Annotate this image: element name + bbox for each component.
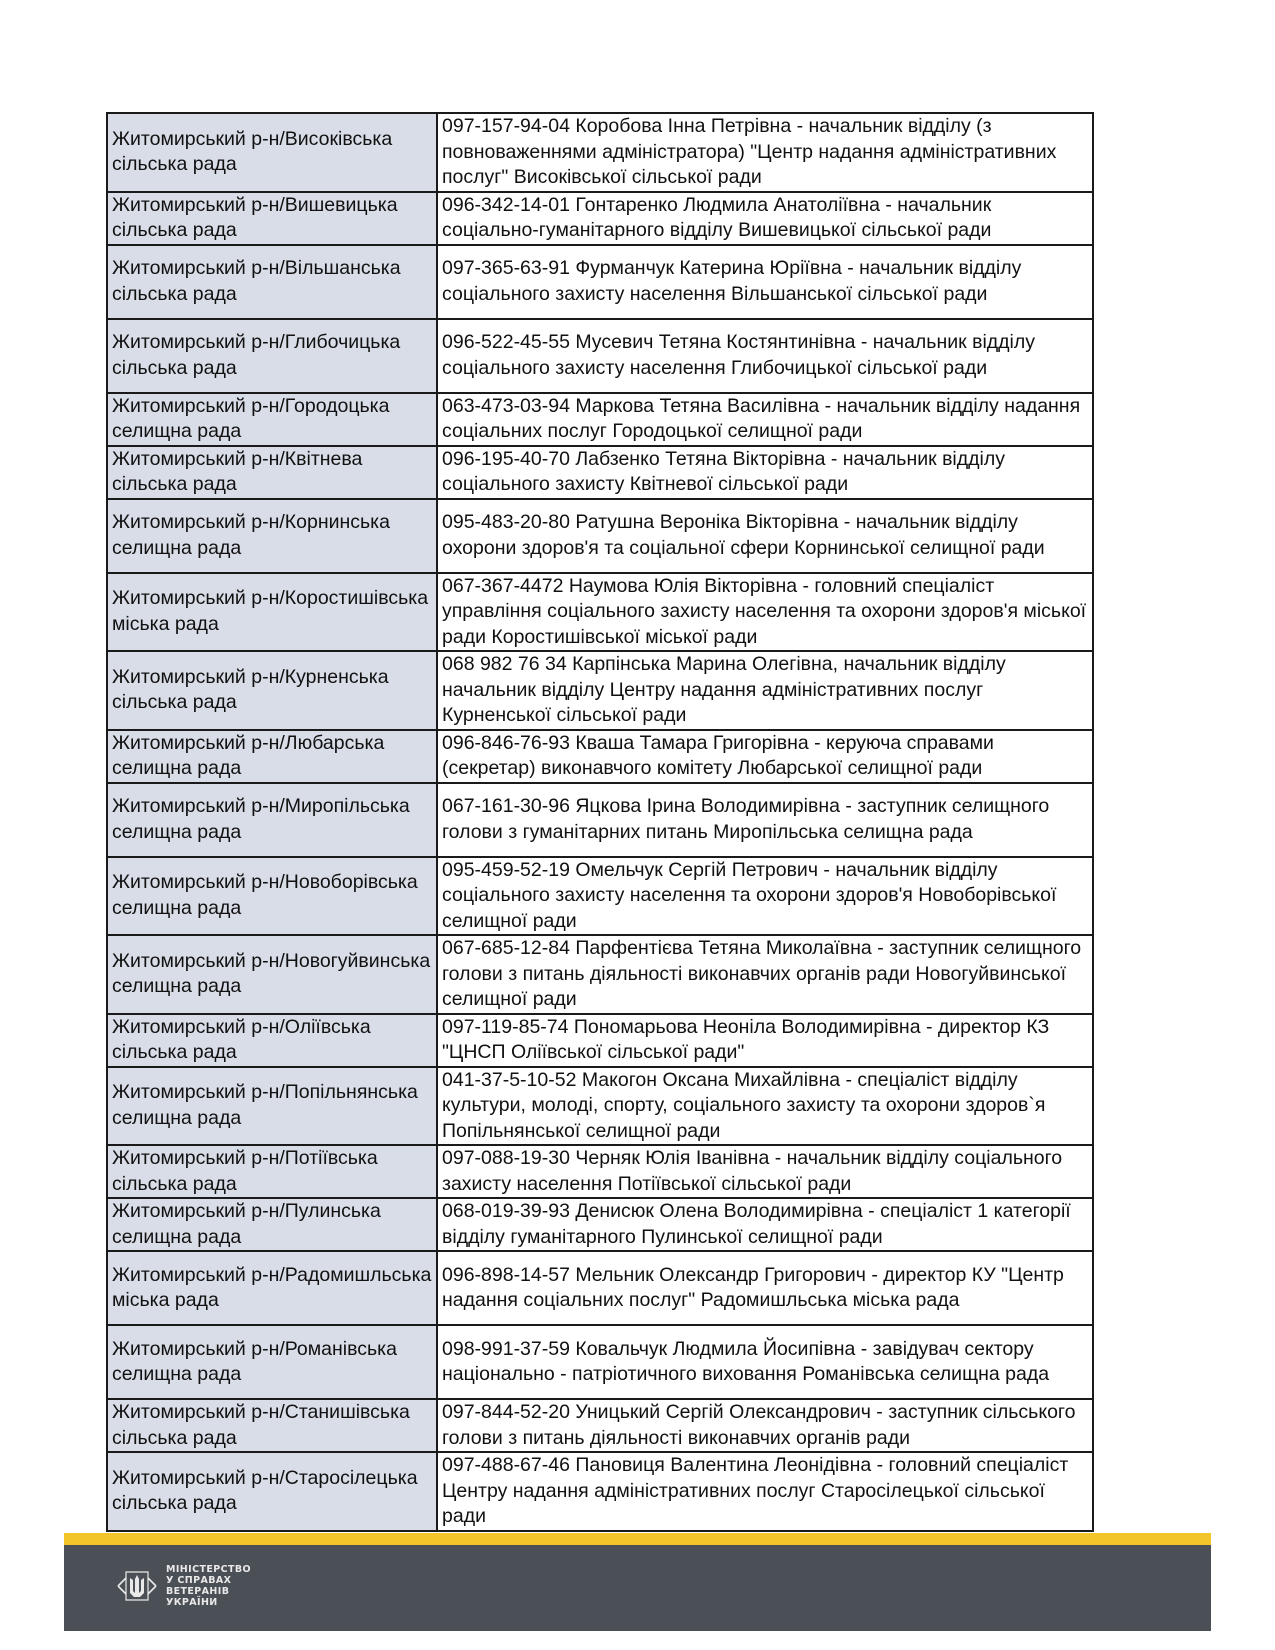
table-row: [107, 1198, 1093, 1251]
contact-cell: 096-342-14-01 Гонтаренко Людмила Анатоліївна - начальник соціально-гуманітарного відділу Вишевицької сільської ради: [437, 192, 1093, 245]
contact-cell: 067-685-12-84 Парфентієва Тетяна Миколаївна - заступник селищного голови з питань діяльності виконавчих органів ради Новогуйвинської селищної ради: [437, 935, 1093, 1014]
contact-cell: 097-119-85-74 Пономарьова Неоніла Володимирівна - директор КЗ "ЦНСП Оліївської сільської ради": [437, 1014, 1093, 1067]
contact-cell: 067-161-30-96 Яцкова Ірина Володимирівна - заступник селищного голови з гуманітарних питань Миропільська селищна рада: [437, 783, 1093, 857]
contact-cell: 063-473-03-94 Маркова Тетяна Василівна - начальник відділу надання соціальних послуг Городоцької селищної ради: [437, 393, 1093, 446]
area-cell: Житомирський р-н/Новоборівська селищна рада: [107, 857, 437, 936]
area-cell: Житомирський р-н/Курненська сільська рада: [107, 651, 437, 730]
table-row: [107, 573, 1093, 652]
contact-cell: 097-088-19-30 Черняк Юлія Іванівна - начальник відділу соціального захисту населення Потіївської сільської ради: [437, 1145, 1093, 1198]
area-cell: Житомирський р-н/Вільшанська сільська рада: [107, 245, 437, 319]
area-cell: Житомирський р-н/Миропільська селищна рада: [107, 783, 437, 857]
area-cell: Житомирський р-н/Квітнева сільська рада: [107, 446, 437, 499]
logo-line: МІНІСТЕРСТВО: [166, 1564, 251, 1575]
contact-cell: 095-483-20-80 Ратушна Вероніка Вікторівна - начальник відділу охорони здоров'я та соціальної сфери Корнинської селищної ради: [437, 499, 1093, 573]
contact-cell: 095-459-52-19 Омельчук Сергій Петрович - начальник відділу соціального захисту населення та охорони здоров'я Новоборівської селищної ради: [437, 857, 1093, 936]
area-cell: Житомирський р-н/Високівська сільська рада: [107, 113, 437, 192]
contact-cell: 097-844-52-20 Уницький Сергій Олександрович - заступник сільського голови з питань діяльності виконавчих органів ради: [437, 1399, 1093, 1452]
table-row: [107, 1145, 1093, 1198]
logo-line: У СПРАВАХ: [166, 1575, 232, 1586]
area-cell: Житомирський р-н/Вишевицька сільська рада: [107, 192, 437, 245]
contact-cell: 098-991-37-59 Ковальчук Людмила Йосипівна - завідувач сектору національно - патріотичного виховання Романівська селищна рада: [437, 1325, 1093, 1399]
area-cell: Житомирський р-н/Любарська селищна рада: [107, 730, 437, 783]
table-row: [107, 393, 1093, 446]
area-cell: Житомирський р-н/Пулинська селищна рада: [107, 1198, 437, 1251]
area-cell: Житомирський р-н/Коростишівська міська рада: [107, 573, 437, 652]
contact-cell: 097-365-63-91 Фурманчук Катерина Юріївна - начальник відділу соціального захисту населення Вільшанської сільської ради: [437, 245, 1093, 319]
table-row: [107, 783, 1093, 857]
area-cell: Житомирський р-н/Радомишльська міська рада: [107, 1251, 437, 1325]
area-cell: Житомирський р-н/Попільнянська селищна рада: [107, 1067, 437, 1146]
table-row: [107, 935, 1093, 1014]
area-cell: Житомирський р-н/Оліївська сільська рада: [107, 1014, 437, 1067]
table-row: [107, 651, 1093, 730]
contact-cell: 068 982 76 34 Карпінська Марина Олегівна, начальник відділу начальник відділу Центру надання адміністративних послуг Курненської сільської ради: [437, 651, 1093, 730]
trident-emblem-icon: [114, 1563, 160, 1609]
page-footer: [64, 1533, 1211, 1631]
contact-cell: 097-488-67-46 Пановиця Валентина Леонідівна - головний спеціаліст Центру надання адміністративних послуг Старосілецької сільської ради: [437, 1452, 1093, 1531]
area-cell: Житомирський р-н/Новогуйвинська селищна рада: [107, 935, 437, 1014]
table-row: [107, 1399, 1093, 1452]
contacts-table: [106, 112, 1094, 1532]
table-row: [107, 113, 1093, 192]
table-body: [107, 113, 1093, 1531]
table-row: [107, 319, 1093, 393]
area-cell: Житомирський р-н/Станишівська сільська рада: [107, 1399, 437, 1452]
contact-cell: 068-019-39-93 Денисюк Олена Володимирівна - спеціаліст 1 категорії відділу гуманітарного Пулинської селищної ради: [437, 1198, 1093, 1251]
table-row: [107, 1325, 1093, 1399]
contact-cell: 067-367-4472 Наумова Юлія Вікторівна - головний спеціаліст управління соціального захисту населення та охорони здоров'я міської ради Коростишівської міської ради: [437, 573, 1093, 652]
table-row: [107, 857, 1093, 936]
table-row: [107, 446, 1093, 499]
contact-cell: 096-898-14-57 Мельник Олександр Григорович - директор КУ "Центр надання соціальних послуг" Радомишльська міська рада: [437, 1251, 1093, 1325]
area-cell: Житомирський р-н/Романівська селищна рада: [107, 1325, 437, 1399]
contact-cell: 097-157-94-04 Коробова Інна Петрівна - начальник відділу (з повноваженнями адміністратора) "Центр надання адміністративних послуг" Високівської сільської ради: [437, 113, 1093, 192]
logo-line: УКРАЇНИ: [166, 1597, 218, 1608]
table-row: [107, 245, 1093, 319]
area-cell: Житомирський р-н/Городоцька селищна рада: [107, 393, 437, 446]
table-row: [107, 499, 1093, 573]
area-cell: Житомирський р-н/Старосілецька сільська рада: [107, 1452, 437, 1531]
contact-cell: 096-846-76-93 Кваша Тамара Григорівна - керуюча справами (секретар) виконавчого комітету Любарської селищної ради: [437, 730, 1093, 783]
contact-cell: 096-195-40-70 Лабзенко Тетяна Вікторівна - начальник відділу соціального захисту Квітневої сільської ради: [437, 446, 1093, 499]
ministry-logo-text: [166, 1564, 251, 1608]
table-row: [107, 1067, 1093, 1146]
table-row: [107, 1251, 1093, 1325]
area-cell: Житомирський р-н/Глибочицька сільська рада: [107, 319, 437, 393]
contact-cell: 041-37-5-10-52 Макогон Оксана Михайлівна - спеціаліст відділу культури, молоді, спорту, соціального захисту та охорони здоров`я Попільнянської селищної ради: [437, 1067, 1093, 1146]
area-cell: Житомирський р-н/Потіївська сільська рада: [107, 1145, 437, 1198]
table-row: [107, 1014, 1093, 1067]
ministry-logo: [114, 1563, 251, 1609]
table-row: [107, 1452, 1093, 1531]
contact-cell: 096-522-45-55 Мусевич Тетяна Костянтинівна - начальник відділу соціального захисту населення Глибочицької сільської ради: [437, 319, 1093, 393]
logo-line: ВЕТЕРАНІВ: [166, 1586, 230, 1597]
table-row: [107, 192, 1093, 245]
table-row: [107, 730, 1093, 783]
area-cell: Житомирський р-н/Корнинська селищна рада: [107, 499, 437, 573]
